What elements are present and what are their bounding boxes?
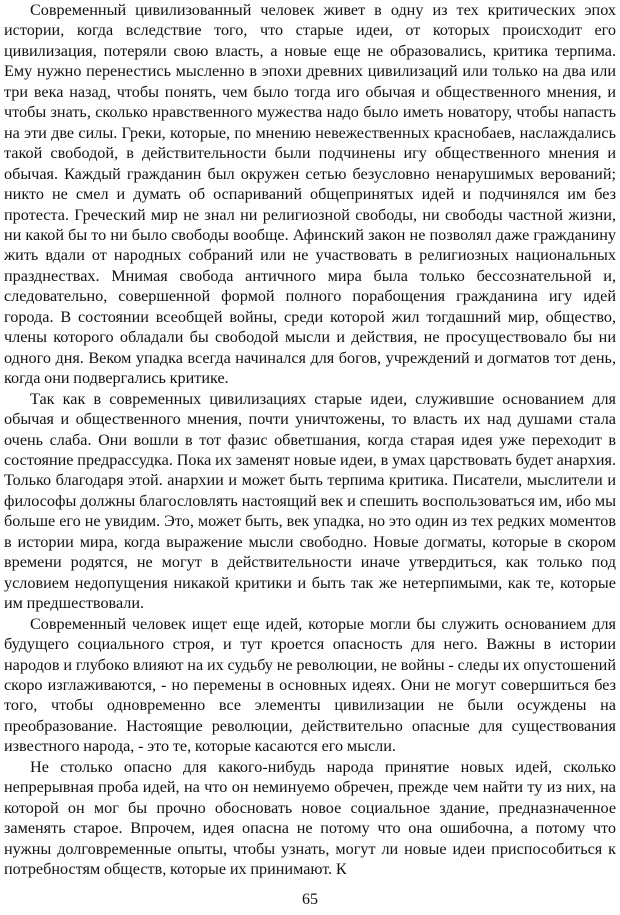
paragraph-3: Современный человек ищет еще идей, которые могли бы служить основанием для будущего социального строя, и тут кроется опасность для него. Важны в истории народов и глубоко влияют на их судьбу не революции, не войны - следы их опустошений скоро изглаживаются, - но перемены в основных идеях. Они не могут совершиться без того, чтобы одновременно все элементы цивилизации не были осуждены на преобразование. Настоящие революции, действительно опасные для существования известного народа, - это те, которые касаются его мысли. (4, 614, 616, 756)
page-number: 65 (302, 891, 318, 908)
paragraph-2: Так как в современных цивилизациях старые идеи, служившие основанием для обычая и общественного мнения, почти уничтожены, то власть их над душами стала очень слаба. Они вошли в тот фазис обветшания, когда старая идея уже переходит в состояние предрассудка. Пока их заменят новые идеи, в умах царствовать будет анархия. Только благодаря этой. анархии и может быть терпима критика. Писатели, мыслители и философы должны благословлять настоящий век и спешить воспользоваться им, ибо мы больше его не увидим. Это, может быть, век упадка, но это один из тех редких моментов в истории мира, когда выражение мысли свободно. Новые догматы, которые в скором времени родятся, не могут в действительности иначе утвердиться, как только под условием недопущения никакой критики и быть так же нетерпимыми, как те, которые им предшествовали. (4, 389, 616, 613)
body-text (4, 0, 616, 879)
paragraph-4: Не столько опасно для какого-нибудь народа принятие новых идей, сколько непрерывная проба идей, на что он неминуемо обречен, прежде чем найти ту из них, на которой он мог бы прочно обосновать новое социальное здание, предназначенное заменять старое. Впрочем, идея опасна не потому что она ошибочна, а потому что нужны долговременные опыты, чтобы узнать, могут ли новые идеи приспособиться к потребностям обществ, которые их принимают. К (4, 757, 616, 879)
book-page (4, 0, 616, 915)
paragraph-1: Современный цивилизованный человек живет в одну из тех критических эпох истории, когда вследствие того, что старые идеи, от которых происходит его цивилизация, потеряли свою власть, а новые еще не образовались, критика терпима. Ему нужно перенестись мысленно в эпохи древних цивилизаций или только на два или три века назад, чтобы понять, чем было тогда иго обычая и общественного мнения, и чтобы знать, сколько нравственного мужества надо было иметь новатору, чтобы напасть на эти две силы. Греки, которые, по мнению невежественных краснобаев, наслаждались такой свободой, в действительности были подчинены игу общественного мнения и обычая. Каждый гражданин был окружен сетью безусловно ненарушимых верований; никто не смел и думать об оспариваний общепринятых идей и подчинялся им без протеста. Греческий мир не знал ни религиозной свободы, ни свободы частной жизни, ни какой бы то ни было свободы вообще. Афинский закон не позволял даже гражданину жить вдали от народных собраний или не участвовать в религиозных национальных празднествах. Мнимая свобода античного мира была только бессознательной и, следовательно, совершенной формой полного порабощения гражданина игу идей города. В состоянии всеобщей войны, среди которой жил тогдашний мир, общество, члены которого обладали бы свободой мысли и действия, не просуществовало бы ни одного дня. Веком упадка всегда начинался для богов, учреждений и догматов тот день, когда они подвергались критике. (4, 1, 616, 388)
